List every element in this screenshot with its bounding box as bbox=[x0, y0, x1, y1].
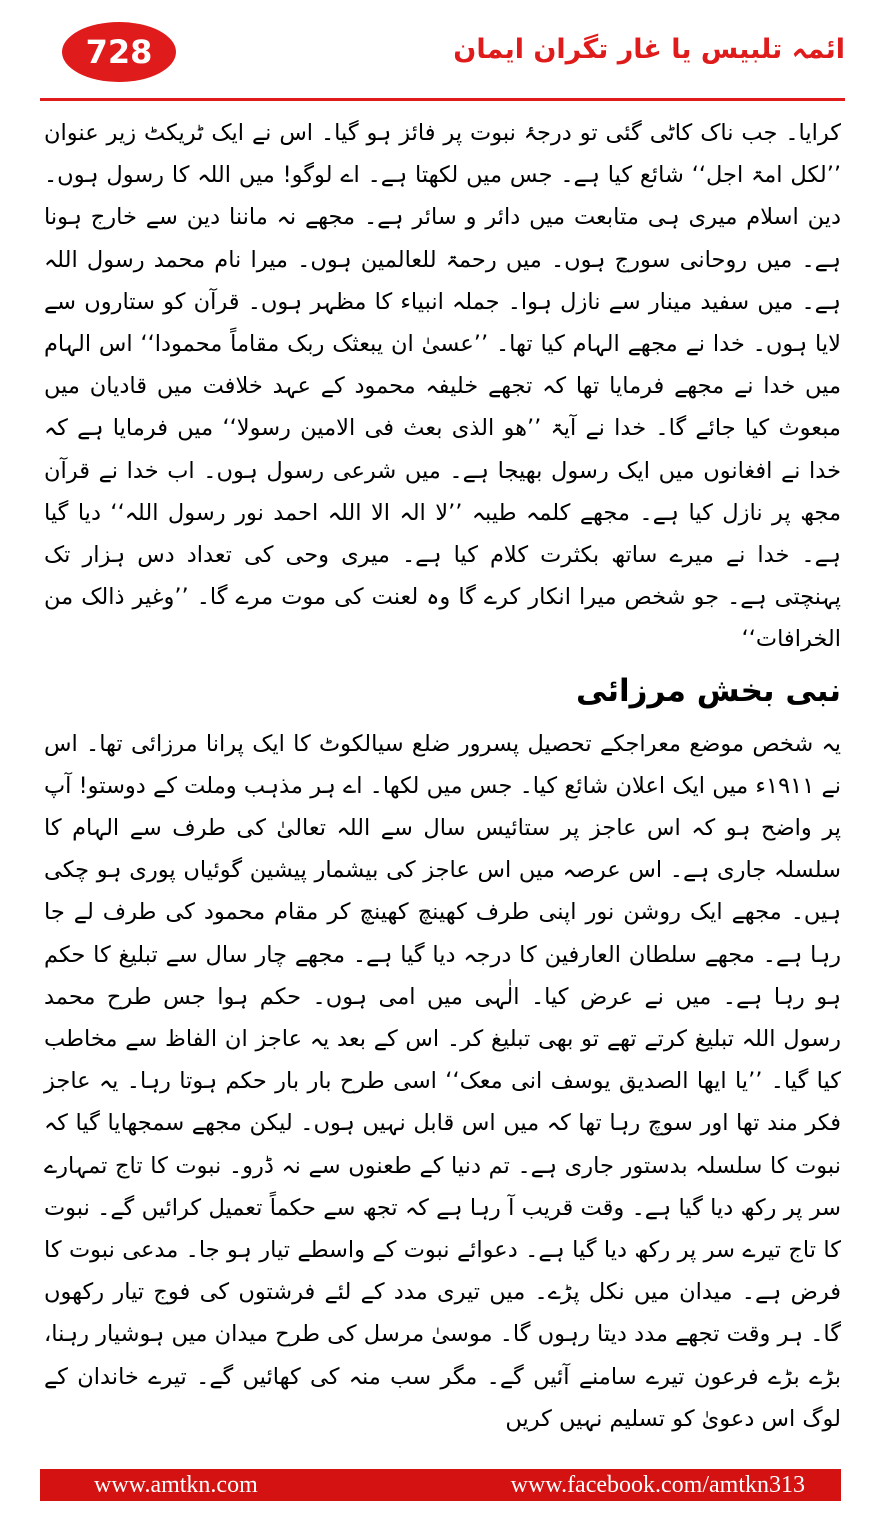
page-body bbox=[44, 112, 841, 1440]
page-header bbox=[40, 20, 845, 92]
book-title: ائمہ تلبیس یا غار تگران ایمان bbox=[453, 34, 845, 65]
facebook-link[interactable]: www.facebook.com/amtkn313 bbox=[510, 1472, 805, 1498]
section-heading: نبی بخش مرزائی bbox=[576, 672, 841, 709]
website-link[interactable]: www.amtkn.com bbox=[94, 1472, 258, 1498]
page-number-badge: 728 bbox=[62, 22, 176, 82]
body-paragraph: یہ شخص موضع معراجکے تحصیل پسرور ضلع سیالکوٹ کا ایک پرانا مرزائی تھا۔ اس نے ۱۹۱۱ء میں ایک اعلان شائع کیا۔ جس میں لکھا۔ اے ہر مذہب وملت کے دوستو! آپ پر واضح ہو کہ اس عاجز پر ستائیس سال سے اللہ تعالیٰ کی طرف سے الہام کا سلسلہ جاری ہے۔ اس عرصہ میں اس عاجز کی بیشمار پیشین گوئیاں پوری ہو چکی ہیں۔ مجھے ایک روشن نور اپنی طرف کھینچ کھینچ کر مقام محمود کی طرف لے جا رہا ہے۔ مجھے سلطان العارفین کا درجہ دیا گیا ہے۔ مجھے چار سال سے تبلیغ کا حکم ہو رہا ہے۔ میں نے عرض کیا۔ الٰہی میں امی ہوں۔ حکم ہوا جس طرح محمد رسول اللہ تبلیغ کرتے تھے تو بھی تبلیغ کر۔ اس کے بعد یہ عاجز ان الفاظ سے مخاطب کیا گیا۔ ’’یا ایھا الصدیق یوسف انی معک‘‘ اسی طرح بار بار حکم ہوتا رہا۔ یہ عاجز فکر مند تھا اور سوچ رہا تھا کہ میں اس قابل نہیں ہوں۔ لیکن مجھے سمجھایا گیا کہ نبوت کا سلسلہ بدستور جاری ہے۔ تم دنیا کے طعنوں سے نہ ڈرو۔ نبوت کا تاج تمہارے سر پر رکھ دیا گیا ہے۔ وقت قریب آ رہا ہے کہ تجھ سے حکماً تعمیل کرائیں گے۔ نبوت کا تاج تیرے سر پر رکھ دیا گیا ہے۔ دعوائے نبوت کے واسطے تیار ہو جا۔ مدعی نبوت کا فرض ہے۔ میدان میں نکل پڑے۔ میں تیری مدد کے لئے فرشتوں کی فوج تیار رکھوں گا۔ ہر وقت تجھے مدد دیتا رہوں گا۔ موسیٰ مرسل کی طرح میدان میں ہوشیار رہنا، بڑے بڑے فرعون تیرے سامنے آئیں گے۔ مگر سب منہ کی کھائیں گے۔ تیرے خاندان کے لوگ اس دعویٰ کو تسلیم نہیں کریں bbox=[44, 730, 841, 1432]
page-footer bbox=[40, 1469, 841, 1501]
body-paragraph: کرایا۔ جب ناک کاٹی گئی تو درجۂ نبوت پر فائز ہو گیا۔ اس نے ایک ٹریکٹ زیر عنوان ’’لکل امۃ اجل‘‘ شائع کیا ہے۔ جس میں لکھتا ہے۔ اے لوگو! میں اللہ کا رسول ہوں۔ دین اسلام میری ہی متابعت میں دائر و سائر ہے۔ مجھے نہ ماننا دین سے خارج ہونا ہے۔ میں روحانی سورج ہوں۔ میں رحمۃ للعالمین ہوں۔ میرا نام محمد رسول اللہ ہے۔ میں سفید مینار سے نازل ہوا۔ جملہ انبیاء کا مظہر ہوں۔ قرآن کو ستاروں سے لایا ہوں۔ خدا نے مجھے الہام کیا تھا۔ ’’عسیٰ ان یبعثک ربک مقاماً محمودا‘‘ اس الہام میں خدا نے مجھے فرمایا تھا کہ تجھے خلیفہ محمود کے عہد خلافت میں قادیان میں مبعوث کیا جائے گا۔ خدا نے آیۃ ’’ھو الذی بعث فی الامین رسولا‘‘ میں فرمایا ہے کہ خدا نے افغانوں میں ایک رسول بھیجا ہے۔ میں شرعی رسول ہوں۔ اب خدا نے قرآن مجھ پر نازل کیا ہے۔ مجھے کلمہ طیبہ ’’لا الہ الا اللہ احمد نور رسول اللہ‘‘ دیا گیا ہے۔ خدا نے میرے ساتھ بکثرت کلام کیا ہے۔ میری وحی کی تعداد دس ہزار تک پہنچتی ہے۔ جو شخص میرا انکار کرے گا وہ لعنت کی موت مرے گا۔ ’’وغیر ذالک من الخرافات‘‘ bbox=[44, 120, 841, 653]
header-divider bbox=[40, 98, 845, 101]
